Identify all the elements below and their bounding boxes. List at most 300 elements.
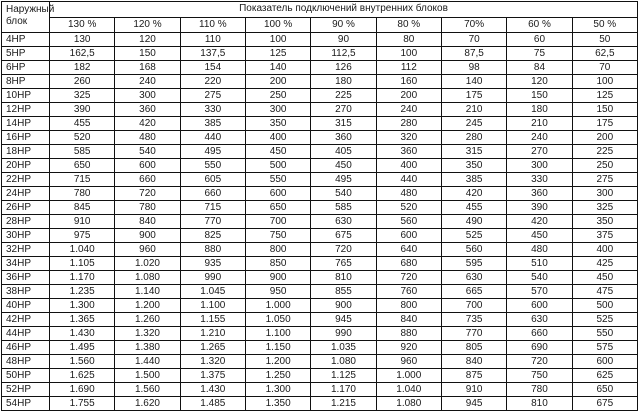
table-cell: 540 <box>311 187 376 201</box>
table-row <box>2 397 638 411</box>
table-row <box>2 257 638 271</box>
table-cell: 845 <box>50 201 115 215</box>
percent-column-header: 100 % <box>245 17 310 33</box>
table-row <box>2 159 638 173</box>
table-cell: 1.040 <box>376 383 441 397</box>
outdoor-unit-label: 48HP <box>2 355 50 369</box>
table-cell: 175 <box>441 89 506 103</box>
table-cell: 270 <box>311 103 376 117</box>
table-cell: 450 <box>572 271 637 285</box>
table-cell: 200 <box>572 131 637 145</box>
table-cell: 920 <box>376 341 441 355</box>
table-cell: 420 <box>115 117 180 131</box>
table-cell: 390 <box>50 103 115 117</box>
table-cell: 90 <box>311 33 376 47</box>
table-cell: 360 <box>115 103 180 117</box>
table-cell: 168 <box>115 61 180 75</box>
outdoor-unit-header-line2: блок <box>6 16 28 27</box>
table-cell: 225 <box>311 89 376 103</box>
table-cell: 630 <box>311 215 376 229</box>
table-cell: 75 <box>507 47 572 61</box>
table-row <box>2 229 638 243</box>
table-cell: 350 <box>572 215 637 229</box>
table-cell: 1.210 <box>180 327 245 341</box>
table-cell: 660 <box>180 187 245 201</box>
outdoor-unit-label: 14HP <box>2 117 50 131</box>
table-cell: 750 <box>245 229 310 243</box>
table-cell: 595 <box>441 257 506 271</box>
table-cell: 126 <box>311 61 376 75</box>
table-cell: 495 <box>311 173 376 187</box>
outdoor-unit-label: 38HP <box>2 285 50 299</box>
table-cell: 520 <box>50 131 115 145</box>
table-cell: 495 <box>180 145 245 159</box>
table-cell: 950 <box>245 285 310 299</box>
percent-header-row <box>2 17 638 33</box>
percent-column-header: 50 % <box>572 17 637 33</box>
table-cell: 1.260 <box>115 313 180 327</box>
table-cell: 175 <box>572 117 637 131</box>
outdoor-unit-label: 52HP <box>2 383 50 397</box>
table-cell: 1.125 <box>311 369 376 383</box>
table-cell: 810 <box>311 271 376 285</box>
table-cell: 770 <box>180 215 245 229</box>
table-cell: 182 <box>50 61 115 75</box>
table-cell: 660 <box>507 327 572 341</box>
table-cell: 250 <box>572 159 637 173</box>
table-cell: 1.040 <box>50 243 115 257</box>
table-cell: 880 <box>180 243 245 257</box>
table-cell: 490 <box>441 215 506 229</box>
table-cell: 1.200 <box>115 299 180 313</box>
table-cell: 960 <box>376 355 441 369</box>
table-cell: 60 <box>507 33 572 47</box>
table-cell: 125 <box>572 89 637 103</box>
table-row <box>2 243 638 257</box>
table-cell: 150 <box>572 103 637 117</box>
outdoor-unit-label: 4HP <box>2 33 50 47</box>
table-cell: 1.320 <box>115 327 180 341</box>
table-cell: 84 <box>507 61 572 75</box>
outdoor-unit-label: 42HP <box>2 313 50 327</box>
table-cell: 630 <box>507 313 572 327</box>
outdoor-unit-label: 10HP <box>2 89 50 103</box>
table-cell: 390 <box>507 201 572 215</box>
table-cell: 900 <box>115 229 180 243</box>
table-cell: 240 <box>376 103 441 117</box>
table-cell: 80 <box>376 33 441 47</box>
table-cell: 450 <box>311 159 376 173</box>
table-cell: 975 <box>50 229 115 243</box>
table-cell: 100 <box>572 75 637 89</box>
table-cell: 675 <box>572 397 637 411</box>
table-cell: 945 <box>441 397 506 411</box>
table-cell: 280 <box>441 131 506 145</box>
table-cell: 1.485 <box>180 397 245 411</box>
table-cell: 840 <box>115 215 180 229</box>
table-row <box>2 61 638 75</box>
table-cell: 1.235 <box>50 285 115 299</box>
table-cell: 660 <box>115 173 180 187</box>
table-cell: 1.690 <box>50 383 115 397</box>
table-cell: 780 <box>50 187 115 201</box>
table-cell: 480 <box>376 187 441 201</box>
percent-column-header: 70% <box>441 17 506 33</box>
table-cell: 385 <box>441 173 506 187</box>
table-row <box>2 131 638 145</box>
table-cell: 62,5 <box>572 47 637 61</box>
outdoor-unit-label: 22HP <box>2 173 50 187</box>
table-cell: 640 <box>376 243 441 257</box>
header-row-top <box>2 2 638 18</box>
table-cell: 1.100 <box>180 299 245 313</box>
table-cell: 400 <box>245 131 310 145</box>
table-cell: 1.150 <box>245 341 310 355</box>
table-cell: 1.170 <box>50 271 115 285</box>
table-cell: 600 <box>376 229 441 243</box>
table-cell: 110 <box>180 33 245 47</box>
table-cell: 137,5 <box>180 47 245 61</box>
table-cell: 540 <box>115 145 180 159</box>
table-cell: 300 <box>572 187 637 201</box>
table-cell: 140 <box>245 61 310 75</box>
table-row <box>2 383 638 397</box>
table-cell: 780 <box>115 201 180 215</box>
table-cell: 525 <box>441 229 506 243</box>
table-cell: 540 <box>507 271 572 285</box>
outdoor-unit-label: 20HP <box>2 159 50 173</box>
table-row <box>2 201 638 215</box>
table-cell: 960 <box>115 243 180 257</box>
table-cell: 500 <box>572 299 637 313</box>
table-cell: 100 <box>245 33 310 47</box>
table-cell: 720 <box>507 355 572 369</box>
table-cell: 300 <box>115 89 180 103</box>
table-cell: 250 <box>245 89 310 103</box>
table-cell: 1.250 <box>245 369 310 383</box>
table-cell: 1.100 <box>245 327 310 341</box>
table-cell: 425 <box>572 257 637 271</box>
table-cell: 455 <box>441 201 506 215</box>
table-cell: 735 <box>441 313 506 327</box>
table-cell: 1.050 <box>245 313 310 327</box>
table-cell: 360 <box>311 131 376 145</box>
table-cell: 360 <box>376 145 441 159</box>
outdoor-unit-label: 36HP <box>2 271 50 285</box>
table-cell: 240 <box>115 75 180 89</box>
table-cell: 200 <box>245 75 310 89</box>
table-cell: 350 <box>245 117 310 131</box>
table-cell: 150 <box>507 89 572 103</box>
outdoor-unit-label: 5HP <box>2 47 50 61</box>
table-cell: 1.105 <box>50 257 115 271</box>
percent-column-header: 130 % <box>50 17 115 33</box>
table-cell: 112 <box>376 61 441 75</box>
table-cell: 770 <box>441 327 506 341</box>
table-cell: 1.380 <box>115 341 180 355</box>
table-cell: 1.755 <box>50 397 115 411</box>
table-cell: 510 <box>507 257 572 271</box>
table-cell: 98 <box>441 61 506 75</box>
table-cell: 315 <box>311 117 376 131</box>
table-cell: 1.560 <box>50 355 115 369</box>
table-cell: 825 <box>180 229 245 243</box>
table-cell: 810 <box>507 397 572 411</box>
table-cell: 270 <box>507 145 572 159</box>
table-cell: 180 <box>507 103 572 117</box>
table-cell: 560 <box>376 215 441 229</box>
table-cell: 525 <box>572 313 637 327</box>
table-cell: 405 <box>311 145 376 159</box>
table-cell: 675 <box>311 229 376 243</box>
table-cell: 840 <box>441 355 506 369</box>
table-cell: 330 <box>180 103 245 117</box>
table-cell: 500 <box>245 159 310 173</box>
table-cell: 650 <box>50 159 115 173</box>
table-cell: 880 <box>376 327 441 341</box>
table-cell: 480 <box>507 243 572 257</box>
table-cell: 1.300 <box>50 299 115 313</box>
table-cell: 520 <box>376 201 441 215</box>
table-row <box>2 173 638 187</box>
table-cell: 450 <box>507 229 572 243</box>
table-cell: 360 <box>507 187 572 201</box>
table-cell: 1.560 <box>115 383 180 397</box>
table-cell: 1.300 <box>245 383 310 397</box>
table-cell: 154 <box>180 61 245 75</box>
table-cell: 935 <box>180 257 245 271</box>
table-cell: 50 <box>572 33 637 47</box>
table-cell: 575 <box>572 341 637 355</box>
table-cell: 210 <box>507 117 572 131</box>
outdoor-unit-label: 34HP <box>2 257 50 271</box>
connection-ratio-group-header: Показатель подключений внутренних блоков <box>50 2 638 18</box>
outdoor-unit-label: 26HP <box>2 201 50 215</box>
table-cell: 440 <box>180 131 245 145</box>
table-row <box>2 187 638 201</box>
table-cell: 600 <box>572 355 637 369</box>
outdoor-unit-label: 24HP <box>2 187 50 201</box>
table-cell: 1.080 <box>376 397 441 411</box>
outdoor-unit-label: 46HP <box>2 341 50 355</box>
table-cell: 700 <box>245 215 310 229</box>
table-cell: 275 <box>572 173 637 187</box>
percent-column-header: 90 % <box>311 17 376 33</box>
table-cell: 275 <box>180 89 245 103</box>
table-cell: 560 <box>441 243 506 257</box>
table-cell: 240 <box>507 131 572 145</box>
table-cell: 320 <box>376 131 441 145</box>
table-cell: 550 <box>180 159 245 173</box>
table-cell: 680 <box>376 257 441 271</box>
table-cell: 162,5 <box>50 47 115 61</box>
table-row <box>2 215 638 229</box>
table-cell: 750 <box>507 369 572 383</box>
table-cell: 125 <box>245 47 310 61</box>
outdoor-unit-label: 40HP <box>2 299 50 313</box>
table-cell: 1.080 <box>115 271 180 285</box>
outdoor-unit-label: 16HP <box>2 131 50 145</box>
table-cell: 625 <box>572 369 637 383</box>
table-row <box>2 103 638 117</box>
table-cell: 1.350 <box>245 397 310 411</box>
table-cell: 720 <box>115 187 180 201</box>
table-cell: 385 <box>180 117 245 131</box>
table-cell: 400 <box>376 159 441 173</box>
table-cell: 120 <box>115 33 180 47</box>
table-cell: 850 <box>245 257 310 271</box>
table-cell: 700 <box>441 299 506 313</box>
table-cell: 1.430 <box>50 327 115 341</box>
table-cell: 420 <box>441 187 506 201</box>
table-cell: 765 <box>311 257 376 271</box>
table-cell: 260 <box>50 75 115 89</box>
table-cell: 315 <box>441 145 506 159</box>
table-cell: 330 <box>507 173 572 187</box>
outdoor-unit-label: 30HP <box>2 229 50 243</box>
table-cell: 1.440 <box>115 355 180 369</box>
table-header <box>2 2 638 33</box>
table-row <box>2 47 638 61</box>
table-cell: 1.140 <box>115 285 180 299</box>
table-cell: 225 <box>572 145 637 159</box>
table-row <box>2 341 638 355</box>
table-cell: 570 <box>507 285 572 299</box>
table-cell: 840 <box>376 313 441 327</box>
connection-ratio-table <box>1 1 638 411</box>
table-cell: 150 <box>115 47 180 61</box>
table-cell: 1.000 <box>376 369 441 383</box>
table-cell: 1.155 <box>180 313 245 327</box>
table-cell: 1.045 <box>180 285 245 299</box>
table-cell: 690 <box>507 341 572 355</box>
table-cell: 220 <box>180 75 245 89</box>
table-cell: 455 <box>50 117 115 131</box>
table-cell: 1.375 <box>180 369 245 383</box>
table-cell: 300 <box>245 103 310 117</box>
table-cell: 720 <box>311 243 376 257</box>
table-cell: 650 <box>572 383 637 397</box>
outdoor-unit-header <box>2 2 55 33</box>
percent-column-header: 120 % <box>115 17 180 33</box>
table-cell: 130 <box>50 33 115 47</box>
percent-column-header: 80 % <box>376 17 441 33</box>
table-row <box>2 271 638 285</box>
table-cell: 720 <box>376 271 441 285</box>
table-cell: 715 <box>50 173 115 187</box>
table-cell: 875 <box>441 369 506 383</box>
table-cell: 1.215 <box>311 397 376 411</box>
table-cell: 1.495 <box>50 341 115 355</box>
table-cell: 585 <box>311 201 376 215</box>
table-cell: 450 <box>245 145 310 159</box>
table-cell: 600 <box>245 187 310 201</box>
table-cell: 140 <box>441 75 506 89</box>
table-cell: 325 <box>50 89 115 103</box>
table-cell: 1.430 <box>180 383 245 397</box>
table-cell: 1.620 <box>115 397 180 411</box>
percent-column-header: 110 % <box>180 17 245 33</box>
table-cell: 160 <box>376 75 441 89</box>
table-row <box>2 369 638 383</box>
outdoor-unit-label: 12HP <box>2 103 50 117</box>
table-row <box>2 75 638 89</box>
table-cell: 350 <box>441 159 506 173</box>
table-cell: 945 <box>311 313 376 327</box>
table-cell: 910 <box>441 383 506 397</box>
table-row <box>2 117 638 131</box>
outdoor-unit-label: 18HP <box>2 145 50 159</box>
outdoor-unit-label: 54HP <box>2 397 50 411</box>
table-cell: 1.500 <box>115 369 180 383</box>
table-row <box>2 145 638 159</box>
table-cell: 990 <box>311 327 376 341</box>
table-row <box>2 89 638 103</box>
table-cell: 375 <box>572 229 637 243</box>
outdoor-unit-label: 44HP <box>2 327 50 341</box>
table-cell: 1.320 <box>180 355 245 369</box>
table-cell: 420 <box>507 215 572 229</box>
outdoor-unit-label: 28HP <box>2 215 50 229</box>
table-cell: 112,5 <box>311 47 376 61</box>
table-cell: 1.365 <box>50 313 115 327</box>
table-cell: 1.625 <box>50 369 115 383</box>
table-cell: 990 <box>180 271 245 285</box>
table-cell: 300 <box>507 159 572 173</box>
table-cell: 475 <box>572 285 637 299</box>
table-row <box>2 285 638 299</box>
table-cell: 70 <box>572 61 637 75</box>
table-cell: 800 <box>245 243 310 257</box>
table-cell: 1.080 <box>311 355 376 369</box>
outdoor-unit-label: 50HP <box>2 369 50 383</box>
table-row <box>2 355 638 369</box>
table-cell: 1.170 <box>311 383 376 397</box>
table-cell: 600 <box>507 299 572 313</box>
table-cell: 120 <box>507 75 572 89</box>
table-cell: 1.000 <box>245 299 310 313</box>
table-cell: 665 <box>441 285 506 299</box>
percent-column-header: 60 % <box>507 17 572 33</box>
table-cell: 650 <box>245 201 310 215</box>
outdoor-unit-label: 32HP <box>2 243 50 257</box>
outdoor-unit-label: 8HP <box>2 75 50 89</box>
table-cell: 760 <box>376 285 441 299</box>
table-row <box>2 299 638 313</box>
table-cell: 200 <box>376 89 441 103</box>
table-cell: 1.020 <box>115 257 180 271</box>
table-cell: 280 <box>376 117 441 131</box>
table-cell: 605 <box>180 173 245 187</box>
table-cell: 715 <box>180 201 245 215</box>
table-cell: 210 <box>441 103 506 117</box>
table-cell: 855 <box>311 285 376 299</box>
table-cell: 87,5 <box>441 47 506 61</box>
table-cell: 585 <box>50 145 115 159</box>
table-cell: 325 <box>572 201 637 215</box>
table-cell: 440 <box>376 173 441 187</box>
table-cell: 780 <box>507 383 572 397</box>
table-cell: 1.035 <box>311 341 376 355</box>
table-cell: 550 <box>245 173 310 187</box>
table-cell: 245 <box>441 117 506 131</box>
table-cell: 910 <box>50 215 115 229</box>
table-cell: 70 <box>441 33 506 47</box>
table-cell: 630 <box>441 271 506 285</box>
table-cell: 900 <box>311 299 376 313</box>
table-cell: 480 <box>115 131 180 145</box>
table-cell: 550 <box>572 327 637 341</box>
